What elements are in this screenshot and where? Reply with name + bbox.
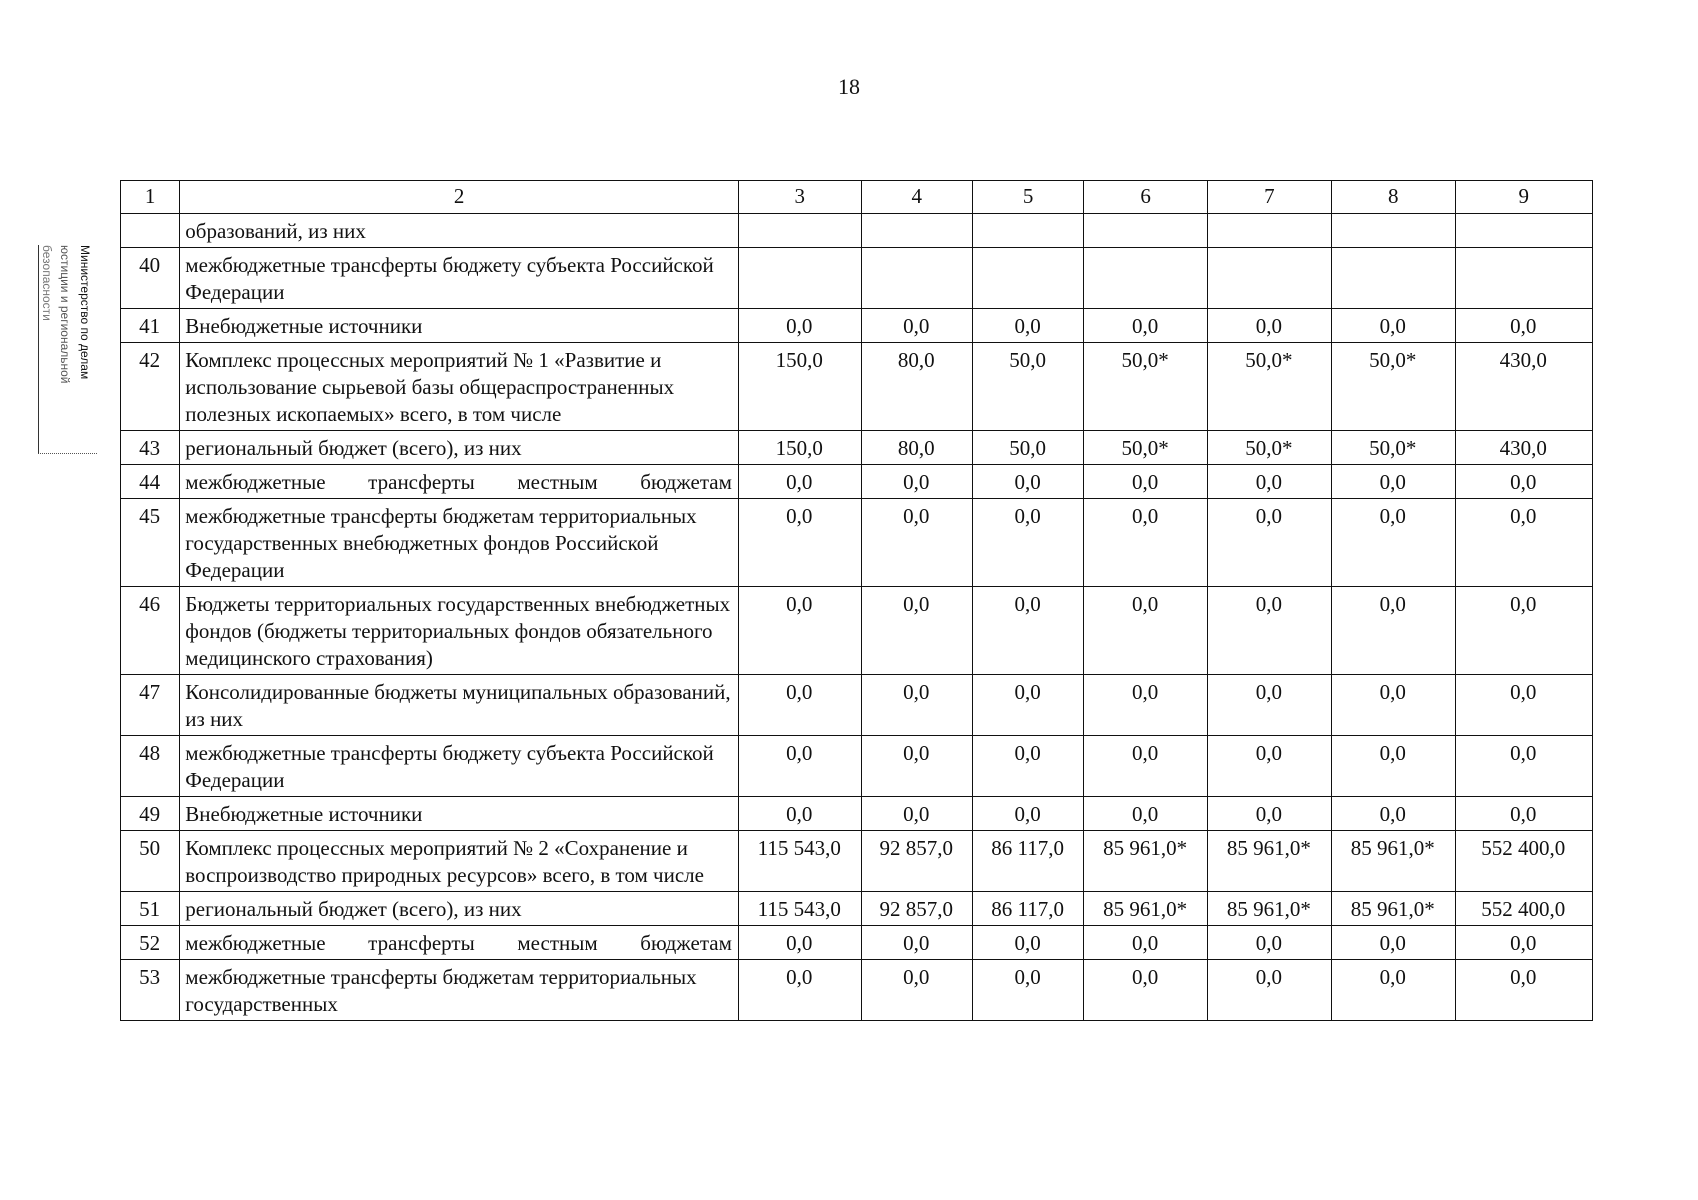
table-row — [121, 343, 1593, 431]
value-cell: 0,0 — [1331, 499, 1455, 587]
value-cell — [1455, 248, 1592, 309]
table-row — [121, 831, 1593, 892]
value-cell: 0,0 — [1208, 736, 1332, 797]
value-cell: 0,0 — [1455, 587, 1592, 675]
value-cell: 0,0 — [1455, 926, 1592, 960]
value-cell — [1455, 214, 1592, 248]
value-cell: 0,0 — [972, 675, 1083, 736]
value-cell: 50,0* — [1084, 431, 1208, 465]
value-cell: 0,0 — [1208, 499, 1332, 587]
value-cell: 50,0* — [1084, 343, 1208, 431]
row-number: 52 — [121, 926, 180, 960]
value-cell: 0,0 — [861, 736, 972, 797]
value-cell: 0,0 — [972, 309, 1083, 343]
value-cell: 0,0 — [1084, 309, 1208, 343]
value-cell: 430,0 — [1455, 431, 1592, 465]
value-cell: 0,0 — [861, 587, 972, 675]
column-header: 3 — [738, 181, 861, 214]
value-cell: 0,0 — [1331, 926, 1455, 960]
value-cell: 150,0 — [738, 431, 861, 465]
row-description: Внебюджетные источники — [180, 309, 739, 343]
value-cell: 0,0 — [861, 926, 972, 960]
table-row — [121, 214, 1593, 248]
row-description: межбюджетные трансферты местным бюджетам — [180, 465, 739, 499]
value-cell — [861, 214, 972, 248]
value-cell: 80,0 — [861, 343, 972, 431]
row-number: 40 — [121, 248, 180, 309]
row-description: Комплекс процессных мероприятий № 1 «Развитие и использование сырьевой базы общераспространенных полезных ископаемых» всего, в том числе — [180, 343, 739, 431]
row-number: 51 — [121, 892, 180, 926]
table-row — [121, 675, 1593, 736]
value-cell: 552 400,0 — [1455, 892, 1592, 926]
table-row — [121, 960, 1593, 1021]
value-cell — [1331, 214, 1455, 248]
value-cell: 0,0 — [1455, 465, 1592, 499]
table-row — [121, 587, 1593, 675]
value-cell: 115 543,0 — [738, 831, 861, 892]
row-description: Бюджеты территориальных государственных внебюджетных фондов (бюджеты территориальных фондов обязательного медицинского страхования) — [180, 587, 739, 675]
value-cell: 50,0* — [1208, 343, 1332, 431]
value-cell: 0,0 — [1084, 465, 1208, 499]
value-cell: 50,0 — [972, 343, 1083, 431]
value-cell — [738, 248, 861, 309]
value-cell: 0,0 — [1455, 736, 1592, 797]
value-cell: 0,0 — [738, 960, 861, 1021]
row-description: межбюджетные трансферты местным бюджетам — [180, 926, 739, 960]
value-cell: 86 117,0 — [972, 831, 1083, 892]
value-cell: 552 400,0 — [1455, 831, 1592, 892]
row-number: 53 — [121, 960, 180, 1021]
value-cell: 0,0 — [738, 675, 861, 736]
page-number: 18 — [838, 74, 860, 99]
value-cell: 0,0 — [738, 736, 861, 797]
value-cell: 0,0 — [1084, 675, 1208, 736]
side-stamp — [38, 245, 97, 454]
value-cell — [861, 248, 972, 309]
row-description: образований, из них — [180, 214, 739, 248]
row-number: 44 — [121, 465, 180, 499]
column-header: 9 — [1455, 181, 1592, 214]
value-cell: 0,0 — [1331, 309, 1455, 343]
table-row — [121, 926, 1593, 960]
budget-table — [120, 180, 1593, 1021]
value-cell — [1084, 248, 1208, 309]
value-cell: 0,0 — [861, 797, 972, 831]
value-cell: 150,0 — [738, 343, 861, 431]
value-cell: 0,0 — [1208, 465, 1332, 499]
value-cell: 0,0 — [1331, 960, 1455, 1021]
value-cell: 0,0 — [1455, 960, 1592, 1021]
stamp-line-1: Министерство по делам — [78, 245, 92, 380]
row-number: 42 — [121, 343, 180, 431]
row-description: Консолидированные бюджеты муниципальных образований, из них — [180, 675, 739, 736]
value-cell: 0,0 — [972, 736, 1083, 797]
value-cell: 0,0 — [1208, 797, 1332, 831]
value-cell: 85 961,0* — [1208, 831, 1332, 892]
value-cell: 0,0 — [1208, 926, 1332, 960]
row-number — [121, 214, 180, 248]
row-description: Внебюджетные источники — [180, 797, 739, 831]
row-description: региональный бюджет (всего), из них — [180, 431, 739, 465]
row-number: 46 — [121, 587, 180, 675]
column-header: 4 — [861, 181, 972, 214]
value-cell: 0,0 — [861, 465, 972, 499]
value-cell: 92 857,0 — [861, 892, 972, 926]
value-cell: 115 543,0 — [738, 892, 861, 926]
value-cell — [1208, 248, 1332, 309]
value-cell: 0,0 — [1455, 499, 1592, 587]
row-number: 43 — [121, 431, 180, 465]
row-description: межбюджетные трансферты бюджету субъекта Российской Федерации — [180, 248, 739, 309]
value-cell: 0,0 — [1331, 736, 1455, 797]
value-cell: 85 961,0* — [1331, 892, 1455, 926]
value-cell — [1331, 248, 1455, 309]
value-cell — [1084, 214, 1208, 248]
value-cell — [972, 214, 1083, 248]
value-cell: 0,0 — [1331, 587, 1455, 675]
value-cell — [738, 214, 861, 248]
value-cell: 50,0* — [1331, 431, 1455, 465]
value-cell: 0,0 — [738, 797, 861, 831]
value-cell: 0,0 — [1084, 736, 1208, 797]
row-description: межбюджетные трансферты бюджету субъекта Российской Федерации — [180, 736, 739, 797]
value-cell: 85 961,0* — [1084, 831, 1208, 892]
row-number: 49 — [121, 797, 180, 831]
column-header: 5 — [972, 181, 1083, 214]
value-cell: 0,0 — [1084, 960, 1208, 1021]
value-cell: 0,0 — [738, 309, 861, 343]
value-cell: 0,0 — [972, 797, 1083, 831]
value-cell: 0,0 — [861, 309, 972, 343]
value-cell: 0,0 — [972, 499, 1083, 587]
value-cell: 50,0* — [1208, 431, 1332, 465]
value-cell: 50,0 — [972, 431, 1083, 465]
table-row — [121, 892, 1593, 926]
table-row — [121, 431, 1593, 465]
table-row — [121, 797, 1593, 831]
table-row — [121, 309, 1593, 343]
value-cell: 0,0 — [861, 960, 972, 1021]
value-cell: 0,0 — [1455, 797, 1592, 831]
value-cell: 0,0 — [972, 960, 1083, 1021]
value-cell: 0,0 — [1084, 499, 1208, 587]
row-number: 47 — [121, 675, 180, 736]
value-cell: 86 117,0 — [972, 892, 1083, 926]
value-cell: 0,0 — [1084, 926, 1208, 960]
table-header-row — [121, 181, 1593, 214]
column-header: 1 — [121, 181, 180, 214]
value-cell: 0,0 — [861, 675, 972, 736]
value-cell: 0,0 — [738, 926, 861, 960]
table-row — [121, 465, 1593, 499]
row-description: межбюджетные трансферты бюджетам территориальных государственных внебюджетных фондов Российской Федерации — [180, 499, 739, 587]
value-cell: 0,0 — [738, 499, 861, 587]
table-row — [121, 499, 1593, 587]
row-description: региональный бюджет (всего), из них — [180, 892, 739, 926]
value-cell: 92 857,0 — [861, 831, 972, 892]
value-cell: 0,0 — [1331, 797, 1455, 831]
value-cell — [972, 248, 1083, 309]
row-description: Комплекс процессных мероприятий № 2 «Сохранение и воспроизводство природных ресурсов» всего, в том числе — [180, 831, 739, 892]
value-cell: 430,0 — [1455, 343, 1592, 431]
column-header: 2 — [180, 181, 739, 214]
value-cell: 50,0* — [1331, 343, 1455, 431]
value-cell: 0,0 — [1331, 675, 1455, 736]
value-cell: 0,0 — [1208, 675, 1332, 736]
value-cell: 0,0 — [738, 465, 861, 499]
row-number: 41 — [121, 309, 180, 343]
value-cell: 0,0 — [972, 587, 1083, 675]
table-row — [121, 736, 1593, 797]
value-cell: 0,0 — [972, 465, 1083, 499]
value-cell: 0,0 — [1084, 587, 1208, 675]
value-cell — [1208, 214, 1332, 248]
value-cell: 85 961,0* — [1084, 892, 1208, 926]
value-cell: 85 961,0* — [1331, 831, 1455, 892]
column-header: 7 — [1208, 181, 1332, 214]
value-cell: 0,0 — [1208, 587, 1332, 675]
value-cell: 0,0 — [1084, 797, 1208, 831]
row-description: межбюджетные трансферты бюджетам территориальных государственных — [180, 960, 739, 1021]
column-header: 8 — [1331, 181, 1455, 214]
row-number: 50 — [121, 831, 180, 892]
value-cell: 0,0 — [1455, 675, 1592, 736]
value-cell: 80,0 — [861, 431, 972, 465]
row-number: 48 — [121, 736, 180, 797]
value-cell: 0,0 — [1455, 309, 1592, 343]
value-cell: 0,0 — [1208, 309, 1332, 343]
value-cell: 85 961,0* — [1208, 892, 1332, 926]
value-cell: 0,0 — [861, 499, 972, 587]
column-header: 6 — [1084, 181, 1208, 214]
stamp-line-2: юстиции и региональной — [58, 245, 72, 384]
value-cell: 0,0 — [1208, 960, 1332, 1021]
value-cell: 0,0 — [1331, 465, 1455, 499]
value-cell: 0,0 — [972, 926, 1083, 960]
value-cell: 0,0 — [738, 587, 861, 675]
row-number: 45 — [121, 499, 180, 587]
table-row — [121, 248, 1593, 309]
stamp-line-3: безопасности — [40, 245, 54, 321]
